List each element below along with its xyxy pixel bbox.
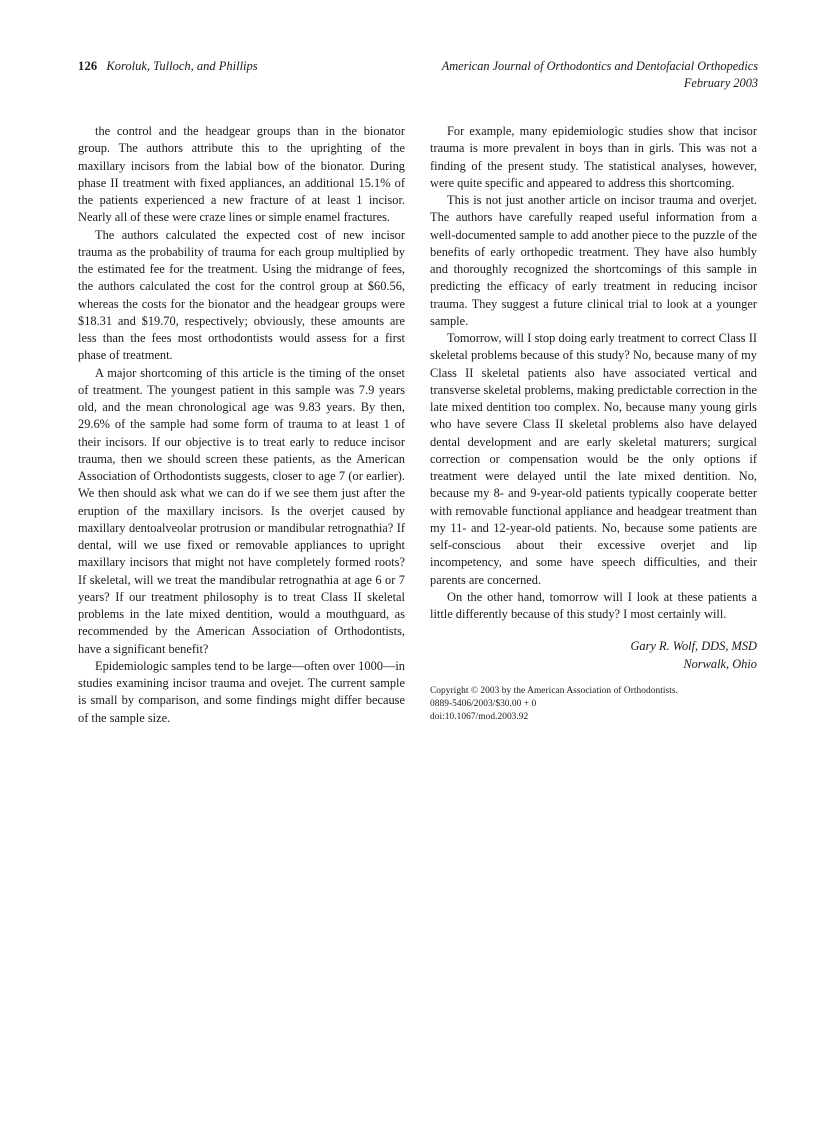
paragraph: For example, many epidemiologic studies show that incisor trauma is more prevalent in boys than in girls. This was not a finding of the present study. The statistical analyses, however, were quite specific and appeared to address this shortcoming. [430, 124, 757, 190]
doi-line: doi:10.1067/mod.2003.92 [430, 712, 529, 723]
paragraph: the control and the headgear groups than in the bionator group. The authors attribute this to the uprighting of the maxillary incisors from the labial bow of the bionator. During phase II treatment with fixed appliances, an additional 15.1% of the patients experienced a new fracture of at least 1 incisor. Nearly all of these were craze lines or simple enamel fractures. [78, 124, 405, 225]
copyright-line: Copyright © 2003 by the American Association of Orthodontists. [430, 685, 678, 696]
paragraph: On the other hand, tomorrow will I look at these patients a little differently because of this study? I most certainly will. [430, 589, 757, 621]
running-head-left [78, 58, 258, 74]
journal-title: American Journal of Orthodontics and Dentofacial Orthopedics [441, 59, 758, 73]
paragraph: The authors calculated the expected cost of new incisor trauma as the probability of trauma for each group multiplied by the estimated fee for the treatment. Using the midrange of fees, the authors calculated the cost for the control group at $60.56, whereas the costs for the bionator and the headgear groups were $18.31 and $19.70, respectively; obviously, these amounts are less than the fees most orthodontists would assess for a first phase of treatment. [78, 227, 405, 363]
page-number: 126 [78, 59, 98, 73]
running-head-authors: Koroluk, Tulloch, and Phillips [106, 59, 258, 73]
running-head-right [442, 58, 758, 92]
copyright-block [430, 685, 757, 725]
paragraph: Tomorrow, will I stop doing early treatment to correct Class II skeletal problems because of this study? No, because many of my Class II skeletal patients also have associated vertical and transverse skeletal problems, making predictable correction in the late mixed dentition too complex. No, because many young girls who have severe Class II skeletal problems also have delayed dental development and are early skeletal maturers; surgical correction or compensation would be the only options if treatment were delayed until the late mixed dentition. No, because my 8- and 9-year-old patients typically cooperate better with removable functional appliance and headgear treatment than my 11- and 12-year-old patients. No, because some patients are self-conscious about their excessive overjet and lip incompetency, and some have speech difficulties, and their parents are concerned. [430, 331, 757, 587]
signature-name: Gary R. Wolf, DDS, MSD [630, 639, 757, 654]
signature-location: Norwalk, Ohio [683, 656, 757, 671]
running-head [78, 58, 758, 98]
issue-date: February 2003 [683, 76, 758, 90]
left-column [78, 123, 405, 727]
author-signature [430, 638, 757, 673]
right-column [430, 123, 757, 724]
issn-price-line: 0889-5406/2003/$30.00 + 0 [430, 698, 537, 709]
paragraph: This is not just another article on incisor trauma and overjet. The authors have carefully reaped useful information from a well-documented sample to add another piece to the puzzle of the benefits of early orthopedic treatment. They have also humbly and thoroughly recognized the shortcomings of this sample in predicting the efficacy of early treatment in reducing incisor trauma. They suggest a future clinical trial to look at a younger sample. [430, 193, 757, 328]
paragraph: A major shortcoming of this article is the timing of the onset of treatment. The youngest patient in this sample was 7.9 years old, and the mean chronological age was 9.83 years. By then, 29.6% of the sample had some form of trauma to at least 1 of their incisors. If our objective is to treat early to reduce incisor trauma, then we should screen these patients, as the American Association of Orthodontists suggests, closer to age 7 (or earlier). We then should ask what we can do if we see them just after the eruption of the maxillary incisors. Is the overjet caused by maxillary dentoalveolar protrusion or mandibular retrognathia? If dental, will we use fixed or removable appliances to upright maxillary incisors that might not have completely formed roots? If skeletal, will we treat the mandibular retrognathia at age 6 or 7 years? If our treatment philosophy is to treat Class II skeletal problems in the late mixed dentition, would a mouthguard, as recommended by the American Association of Orthodontists, have a significant benefit? [78, 365, 405, 656]
paragraph: Epidemiologic samples tend to be large—often over 1000—in studies examining incisor trauma and ovejet. The current sample is small by comparison, and some findings might differ because of the sample size. [78, 658, 405, 725]
